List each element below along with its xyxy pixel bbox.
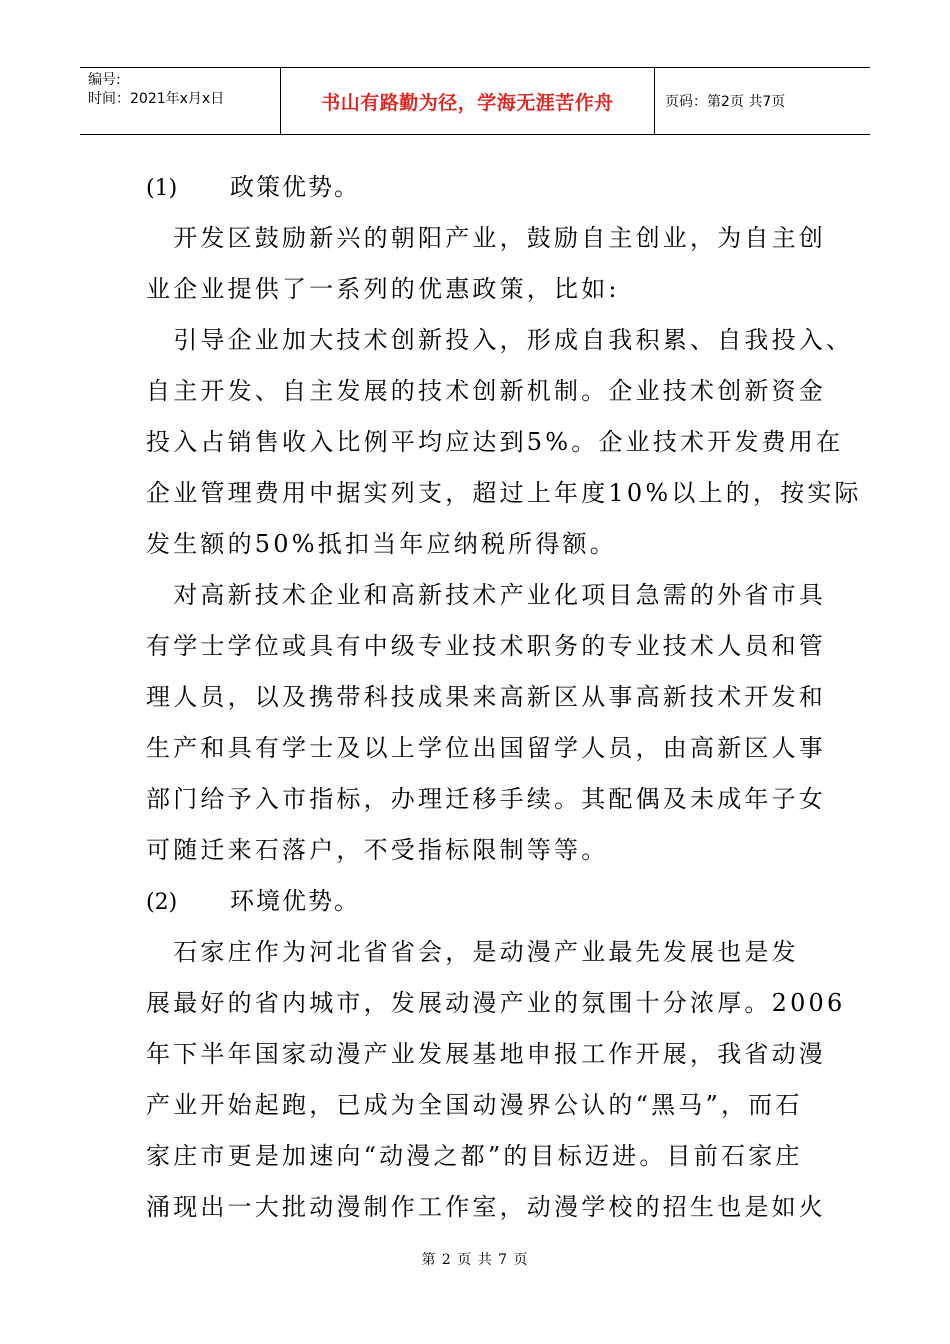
text-line: 生产和具有学士及以上学位出国留学人员，由高新区人事 [146, 734, 826, 762]
section-number: (2) [146, 890, 178, 915]
section-title: 政策优势。 [230, 173, 360, 201]
text-line: 涌现出一大批动漫制作工作室，动漫学校的招生也是如火 [146, 1193, 826, 1221]
text-line: 引导企业加大技术创新投入，形成自我积累、自我投入、 [146, 326, 854, 354]
document-time-label: 时间：2021年x月x日 [88, 91, 225, 107]
paragraph-intro [146, 213, 826, 315]
header-motto: 书山有路勤为径，学海无涯苦作舟 [281, 68, 655, 134]
header-page-info: 页码：第2页 共7页 [665, 94, 786, 110]
text-line: 展最好的省内城市，发展动漫产业的氛围十分浓厚。2006 [146, 989, 846, 1017]
document-header [80, 67, 870, 135]
section-number: (1) [146, 176, 178, 201]
section-heading-1 [146, 162, 826, 213]
text-line: 年下半年国家动漫产业发展基地申报工作开展，我省动漫 [146, 1040, 826, 1068]
text-line: 理人员，以及携带科技成果来高新区从事高新技术开发和 [146, 683, 826, 711]
text-line: 可随迁来石落户，不受指标限制等等。 [146, 836, 609, 864]
text-line: 有学士学位或具有中级专业技术职务的专业技术人员和管 [146, 632, 826, 660]
header-meta-cell [80, 68, 281, 134]
text-line: 家庄市更是加速向“动漫之都”的目标迈进。目前石家庄 [146, 1142, 803, 1170]
text-line: 产业开始起跑，已成为全国动漫界公认的“黑马”，而石 [146, 1091, 803, 1119]
paragraph-environment [146, 927, 846, 1233]
section-title: 环境优势。 [230, 887, 360, 915]
paragraph-talent [146, 570, 826, 876]
document-body [146, 162, 862, 1233]
section-heading-2 [146, 876, 826, 927]
document-number-label: 编号: [88, 72, 121, 88]
text-line: 发生额的50%抵扣当年应纳税所得额。 [146, 530, 617, 558]
text-line: 石家庄作为河北省省会，是动漫产业最先发展也是发 [146, 938, 799, 966]
text-line: 部门给予入市指标，办理迁移手续。其配偶及未成年子女 [146, 785, 826, 813]
text-line: 业企业提供了一系列的优惠政策，比如: [146, 275, 620, 303]
text-line: 自主开发、自主发展的技术创新机制。企业技术创新资金 [146, 377, 826, 405]
text-line: 开发区鼓励新兴的朝阳产业，鼓励自主创业，为自主创 [146, 224, 826, 252]
text-line: 对高新技术企业和高新技术产业化项目急需的外省市具 [146, 581, 826, 609]
text-line: 投入占销售收入比例平均应达到5%。企业技术开发费用在 [146, 428, 844, 456]
text-line: 企业管理费用中据实列支，超过上年度10%以上的，按实际 [146, 479, 862, 507]
page-footer: 第 2 页 共 7 页 [421, 1252, 529, 1268]
paragraph-innovation [146, 315, 862, 570]
